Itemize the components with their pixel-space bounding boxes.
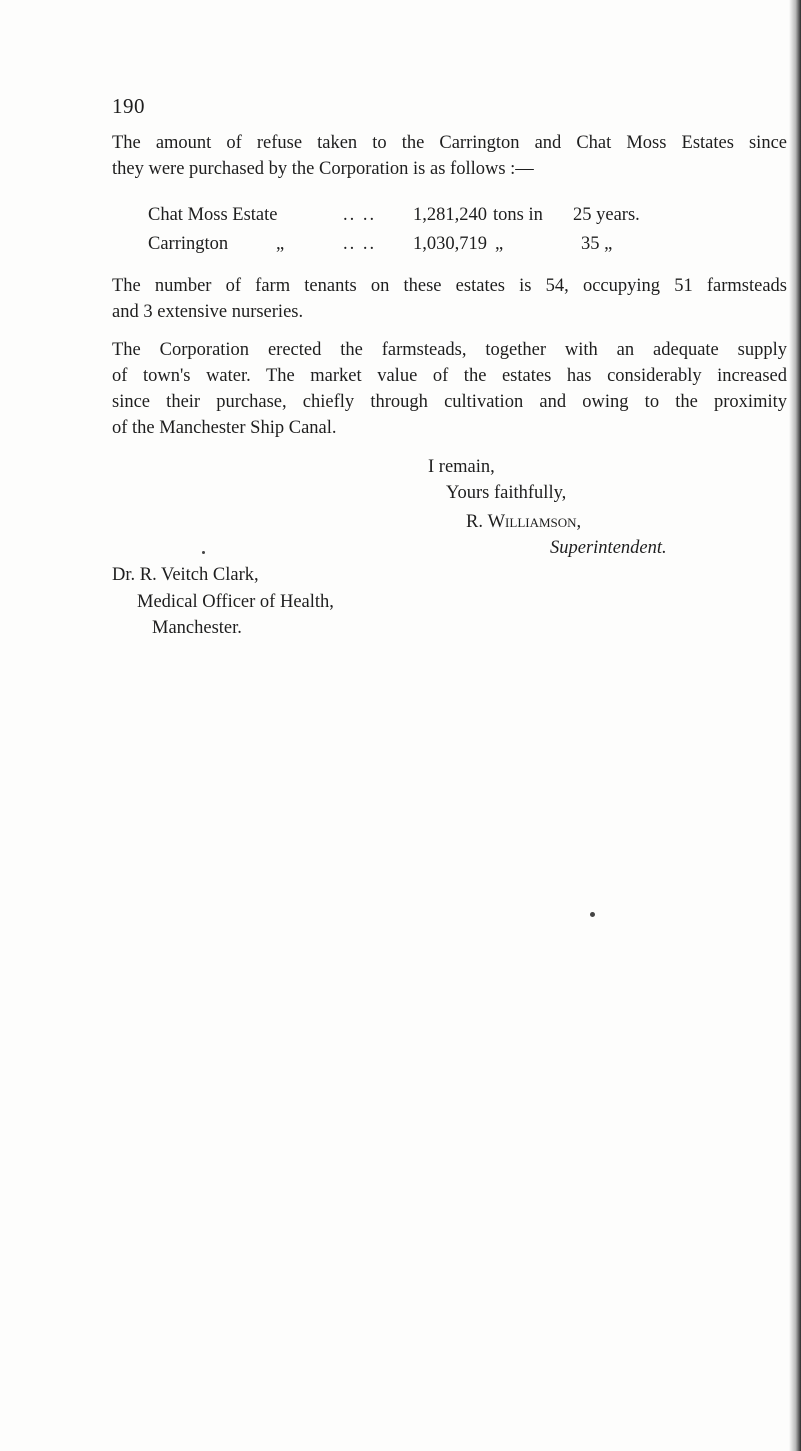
estate-name: Carrington	[148, 234, 229, 254]
paragraph-line: they were purchased by the Corporation is as follows :—	[112, 159, 534, 179]
addressee-city: Manchester.	[152, 618, 242, 638]
paragraph-line: of town's water. The market value of the estates has considerably increased	[112, 366, 787, 386]
refuse-years: 35 „	[581, 234, 613, 254]
paragraph-line: The number of farm tenants on these estates is 54, occupying 51 farmsteads	[112, 276, 787, 296]
ditto-mark: „	[276, 234, 285, 254]
paragraph-line: since their purchase, chiefly through cultivation and owing to the proximity	[112, 392, 787, 412]
page-edge-shadow	[789, 0, 801, 1451]
addressee-name: Dr. R. Veitch Clark,	[112, 565, 259, 585]
paragraph-line: The amount of refuse taken to the Carrington and Chat Moss Estates since	[112, 133, 787, 153]
paragraph-farmsteads	[112, 337, 787, 441]
refuse-unit: tons in	[493, 205, 543, 225]
leader-dots: .. ..	[343, 205, 377, 225]
page-number: 190	[112, 94, 145, 118]
refuse-unit: „	[495, 234, 504, 254]
scan-speck	[202, 551, 205, 554]
estate-name: Chat Moss Estate	[148, 205, 278, 225]
signer-initial: R.	[466, 512, 483, 532]
signer-name	[466, 509, 581, 535]
closing-yours: Yours faithfully,	[446, 483, 567, 503]
scan-speck	[590, 912, 595, 917]
paragraph-line: of the Manchester Ship Canal.	[112, 418, 337, 438]
paragraph-farm-tenants	[112, 273, 787, 325]
leader-dots: .. ..	[343, 234, 377, 254]
signer-surname: Williamson,	[487, 512, 582, 532]
signer-title: Superintendent.	[550, 538, 667, 558]
refuse-amount: 1,030,719	[413, 234, 487, 254]
paragraph-line: The Corporation erected the farmsteads, together with an adequate supply	[112, 340, 787, 360]
closing-remain: I remain,	[428, 457, 495, 477]
paragraph-refuse-intro	[112, 130, 787, 182]
refuse-years: 25 years.	[573, 205, 640, 225]
addressee-position: Medical Officer of Health,	[137, 592, 334, 612]
paragraph-line: and 3 extensive nurseries.	[112, 302, 304, 322]
refuse-amount: 1,281,240	[413, 205, 487, 225]
